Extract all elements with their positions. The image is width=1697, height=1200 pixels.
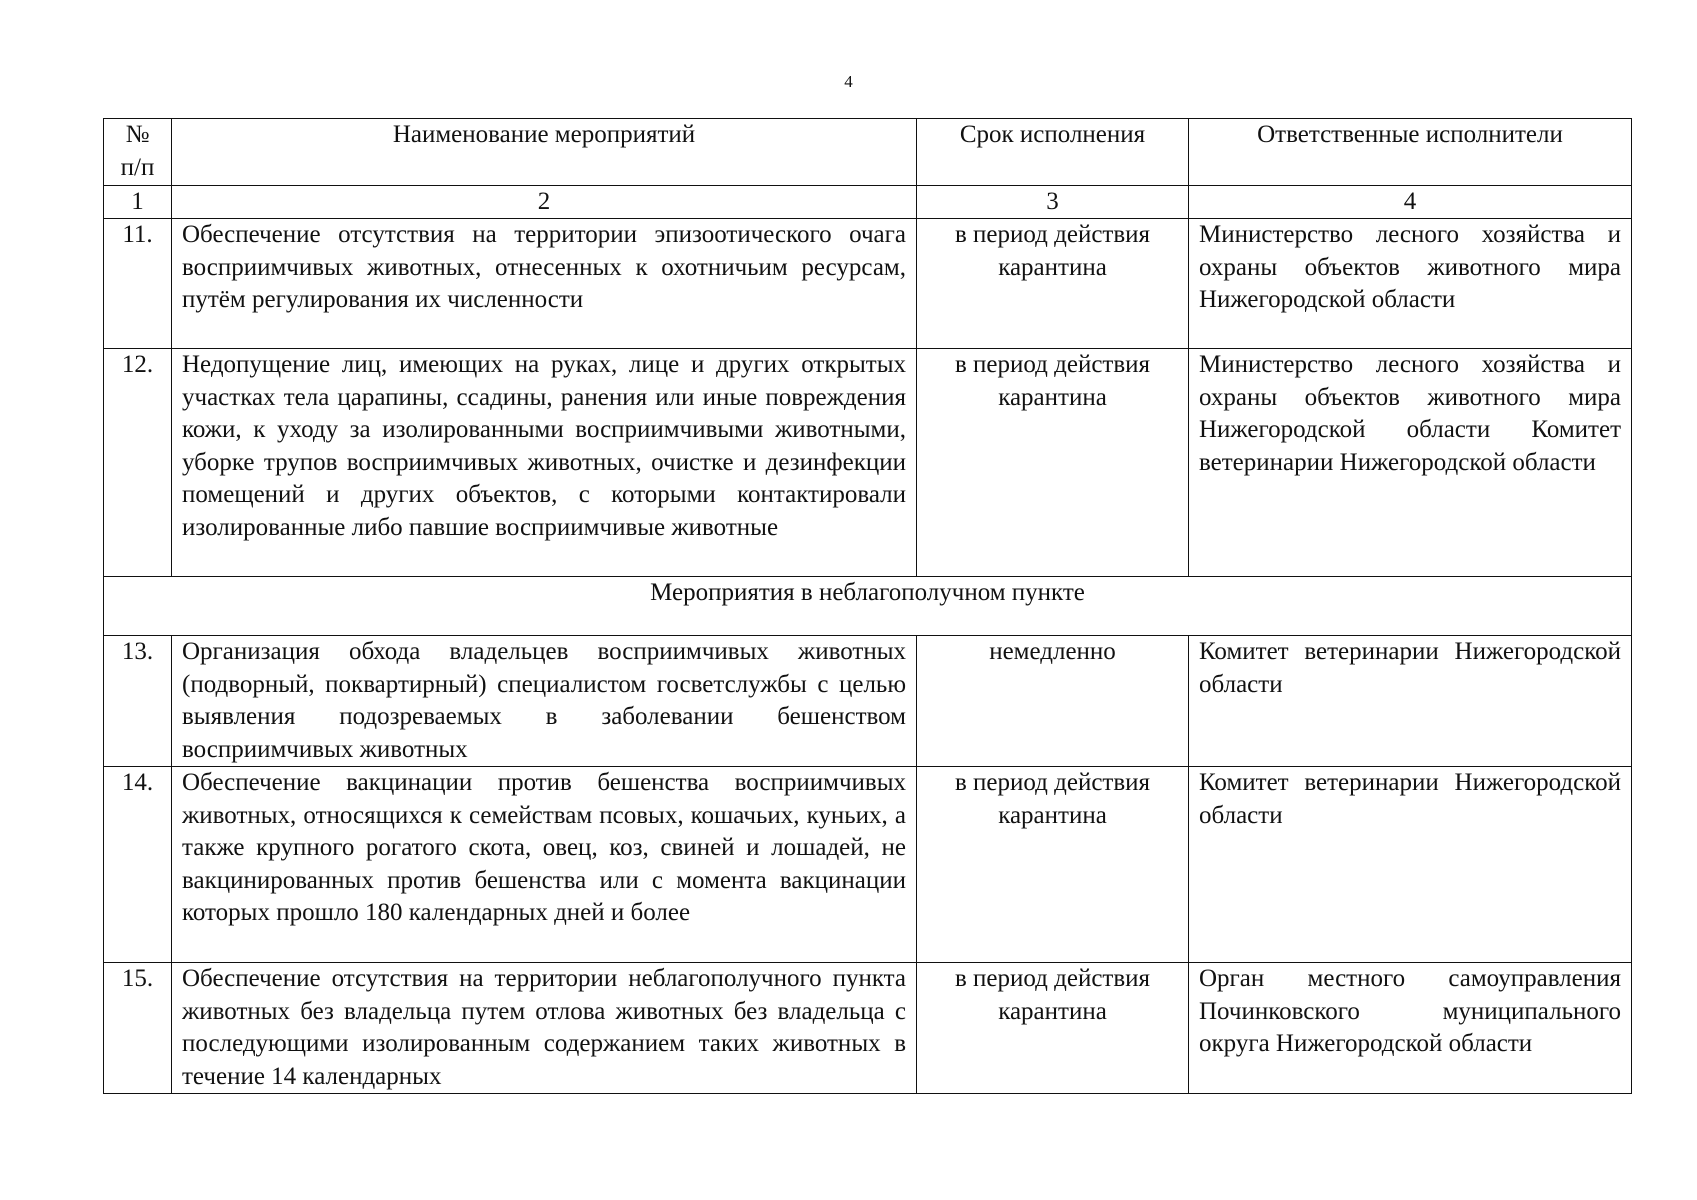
measures-table <box>103 118 1632 1094</box>
row-measure: Обеспечение отсутствия на территории эпизоотического очага восприимчивых животных, отнесенных к охотничьим ресурсам, путём регулирования их численности <box>172 219 917 349</box>
row-number: 13. <box>104 636 172 767</box>
row-deadline: в период действия карантина <box>917 349 1189 577</box>
row-measure: Организация обхода владельцев восприимчивых животных (подворный, поквартирный) специалистом госветслужбы с целью выявления подозреваемых в заболевании бешенством восприимчивых животных <box>172 636 917 767</box>
row-number: 11. <box>104 219 172 349</box>
table-header-row <box>104 119 1632 186</box>
column-index-2: 2 <box>172 186 917 219</box>
row-number: 12. <box>104 349 172 577</box>
column-index-3: 3 <box>917 186 1189 219</box>
table-row <box>104 767 1632 963</box>
row-responsible: Министерство лесного хозяйства и охраны объектов животного мира Нижегородской области Комитет ветеринарии Нижегородской области <box>1189 349 1632 577</box>
section-heading: Мероприятия в неблагополучном пункте <box>104 577 1632 636</box>
column-index-row <box>104 186 1632 219</box>
column-index-4: 4 <box>1189 186 1632 219</box>
header-measure-name: Наименование мероприятий <box>172 119 917 186</box>
row-deadline: немедленно <box>917 636 1189 767</box>
row-responsible: Орган местного самоуправления Починковского муниципального округа Нижегородской области <box>1189 963 1632 1094</box>
row-deadline: в период действия карантина <box>917 963 1189 1094</box>
table-row <box>104 219 1632 349</box>
header-deadline: Срок исполнения <box>917 119 1189 186</box>
row-deadline: в период действия карантина <box>917 767 1189 963</box>
row-responsible: Министерство лесного хозяйства и охраны объектов животного мира Нижегородской области <box>1189 219 1632 349</box>
section-heading-row <box>104 577 1632 636</box>
table-row <box>104 636 1632 767</box>
table-row <box>104 349 1632 577</box>
row-responsible: Комитет ветеринарии Нижегородской области <box>1189 767 1632 963</box>
column-index-1: 1 <box>104 186 172 219</box>
row-number: 14. <box>104 767 172 963</box>
header-responsible: Ответственные исполнители <box>1189 119 1632 186</box>
row-deadline: в период действия карантина <box>917 219 1189 349</box>
row-measure: Недопущение лиц, имеющих на руках, лице и других открытых участках тела царапины, ссадины, ранения или иные повреждения кожи, к уходу за изолированными восприимчивыми животными, уборке трупов восприимчивых животных, очистке и дезинфекции помещений и других объектов, с которыми контактировали изолированные либо павшие восприимчивые животные <box>172 349 917 577</box>
table-row <box>104 963 1632 1094</box>
row-measure: Обеспечение вакцинации против бешенства восприимчивых животных, относящихся к семействам псовых, кошачьих, куньих, а также крупного рогатого скота, овец, коз, свиней и лошадей, не вакцинированных против бешенства или с момента вакцинации которых прошло 180 календарных дней и более <box>172 767 917 963</box>
row-number: 15. <box>104 963 172 1094</box>
row-responsible: Комитет ветеринарии Нижегородской области <box>1189 636 1632 767</box>
page-number: 4 <box>844 72 853 91</box>
header-number: № п/п <box>104 119 172 186</box>
row-measure: Обеспечение отсутствия на территории неблагополучного пункта животных без владельца путем отлова животных без владельца с последующими изолированным содержанием таких животных в течение 14 календарных <box>172 963 917 1094</box>
